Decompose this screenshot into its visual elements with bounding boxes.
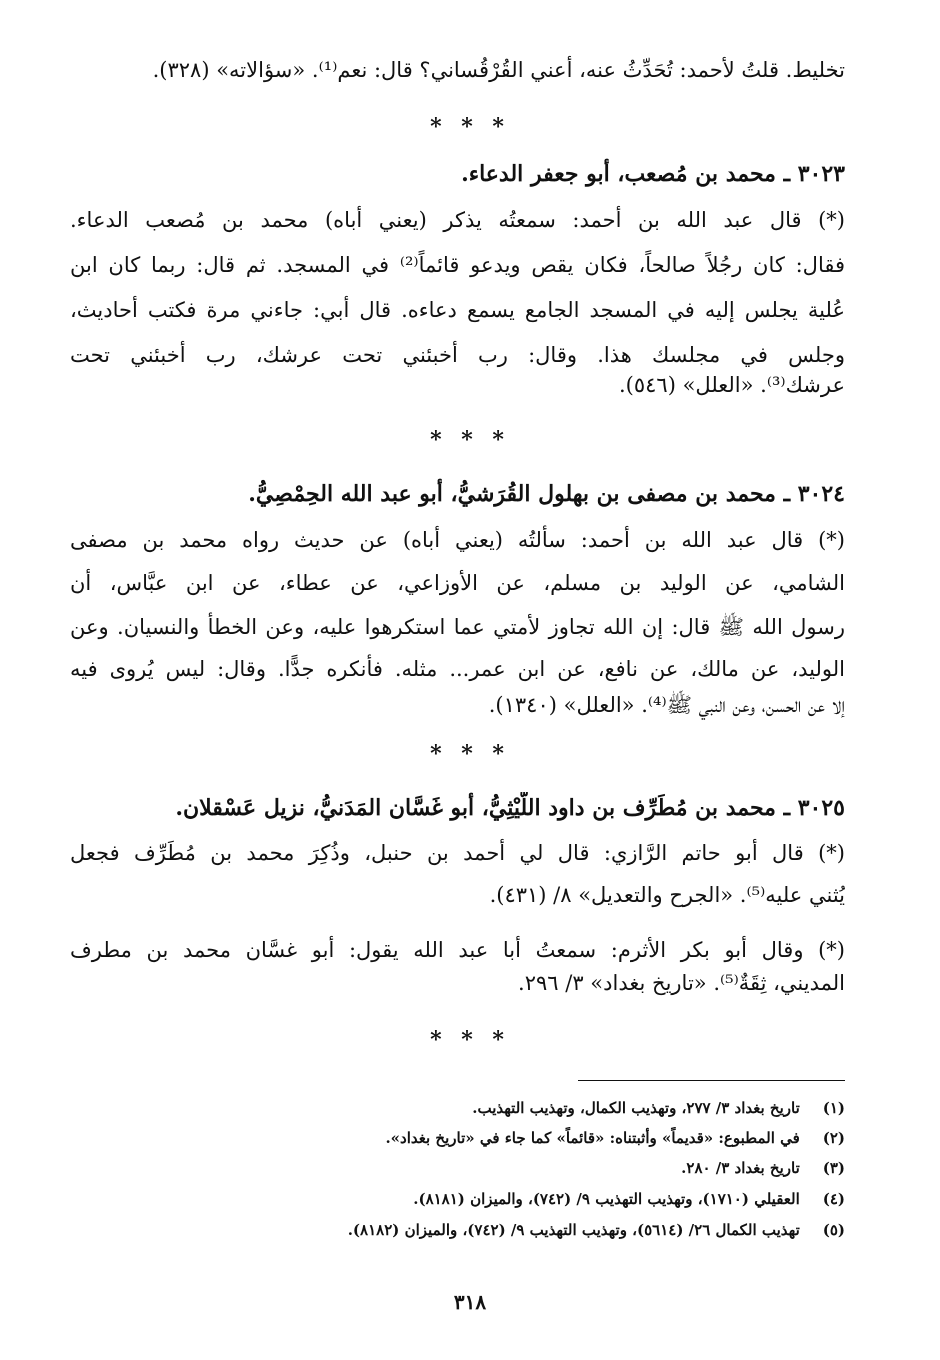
footnote-text: تهذيب الكمال ٢٦/ (٥٦١٤)، وتهذيب التهذيب ٩/ (٧٤٢)، والميزان (٨١٨٢). [347, 1221, 800, 1239]
entry-3025-line: يُثني عليه⁽⁵⁾. «الجرح والتعديل» ٨/ (٤٣١). [489, 883, 845, 907]
entry-3025-line: (*) وقال أبو بكر الأثرم: سمعتُ أبا عبد الله يقول: أبو غسَّان محمد بن مطرف [70, 938, 845, 962]
footnote-number: (٤) [822, 1190, 845, 1208]
entry-3023-line: وجلس في مجلسك هذا. وقال: رب أخبئني تحت عرشك، رب أخبئني تحت [70, 343, 845, 367]
footnote-rule [578, 1080, 845, 1081]
footnote-text: تاريخ بغداد ٣/ ٢٨٠. [681, 1159, 800, 1177]
entry-heading-3024: ٣٠٢٤ ـ محمد بن مصفى بن بهلول القُرَشيُّ، أبو عبد الله الحِمْصِيُّ. [248, 481, 845, 507]
page-number: ٣١٨ [453, 1290, 487, 1314]
entry-3025-line: (*) قال أبو حاتم الرَّازي: قال لي أحمد بن حنبل، وذُكِرَ محمد بن مُطَرِّف فجعل [70, 841, 845, 865]
entry-3024-line: (*) قال عبد الله بن أحمد: سألتُه (يعني أباه) عن حديث رواه محمد بن مصفى [70, 528, 845, 552]
footnote [150, 1127, 845, 1149]
footnote-text: العقيلي (١٧١٠)، وتهذيب التهذيب ٩/ (٧٤٢)، والميزان (٨١٨١). [413, 1190, 800, 1208]
entry-3024-line: رسول الله ﷺ قال: إن الله تجاوز لأمتي عما استكرهوا عليه، وعن الخطأ والنسيان. وعن [70, 615, 845, 639]
footnote-number: (٣) [822, 1159, 845, 1177]
footnote [150, 1188, 845, 1210]
separator-stars: * * * [430, 427, 510, 453]
entry-3025-line: المديني، ثِقَةٌ⁽⁵⁾. «تاريخ بغداد» ٣/ ٢٩٦. [518, 971, 845, 995]
footnote-text: تاريخ بغداد ٣/ ٢٧٧، وتهذيب الكمال، وتهذيب التهذيب. [472, 1099, 800, 1117]
footnote [150, 1219, 845, 1241]
footnote-number: (١) [822, 1099, 845, 1117]
entry-3023-line: فقال: كان رجُلاً صالحاً، فكان يقص ويدعو قائماً⁽²⁾ في المسجد. ثم قال: ربما كان ابن [70, 253, 845, 277]
entry-3023-line: (*) قال عبد الله بن أحمد: سمعتُه يذكر (يعني أباه) محمد بن مُصعب الدعاء. [70, 208, 845, 232]
footnote-text: في المطبوع: «قديماً» وأثبتناه: «قائماً» كما جاء في «تاريخ بغداد». [385, 1129, 800, 1147]
footnote-number: (٢) [822, 1129, 845, 1147]
entry-3024-line: الوليد، عن مالك، عن نافع، عن ابن عمر... مثله. فأنكره جدًّا. وقال: ليس يُروى فيه [70, 657, 845, 681]
separator-stars: * * * [430, 1027, 510, 1053]
entry-3023-line: عرشك⁽³⁾. «العلل» (٥٤٦). [618, 373, 845, 397]
entry-heading-3025: ٣٠٢٥ ـ محمد بن مُطَرِّف بن داود اللَّيْثِيُّ، أبو غَسَّان المَدَنيُّ، نزيل عَسْقلان. [175, 795, 845, 821]
entry-3024-line: الشامي، عن الوليد بن مسلم، عن الأوزاعي، عن عطاء، عن ابن عبَّاس، أن [70, 571, 845, 595]
separator-stars: * * * [430, 114, 510, 140]
entry-3024-line: إلا عن الحسن، وعن النبي ﷺ⁽⁴⁾. «العلل» (١٣٤٠). [488, 693, 845, 717]
entry-3023-line: عُلية يجلس إليه في المسجد الجامع يسمع دعاءه. قال أبي: جاءني مرة فكتب أحاديث، [70, 298, 845, 322]
entry-heading-3023: ٣٠٢٣ ـ محمد بن مُصعب، أبو جعفر الدعاء. [461, 161, 845, 187]
separator-stars: * * * [430, 741, 510, 767]
top-continuation-line: تخليط. قلتُ لأحمد: تُحَدِّثُ عنه، أعني القُرْقُساني؟ قال: نعم⁽¹⁾. «سؤالاته» (٣٢٨). [152, 58, 845, 82]
footnote-number: (٥) [822, 1221, 845, 1239]
footnote [150, 1157, 845, 1179]
footnote [150, 1097, 845, 1119]
